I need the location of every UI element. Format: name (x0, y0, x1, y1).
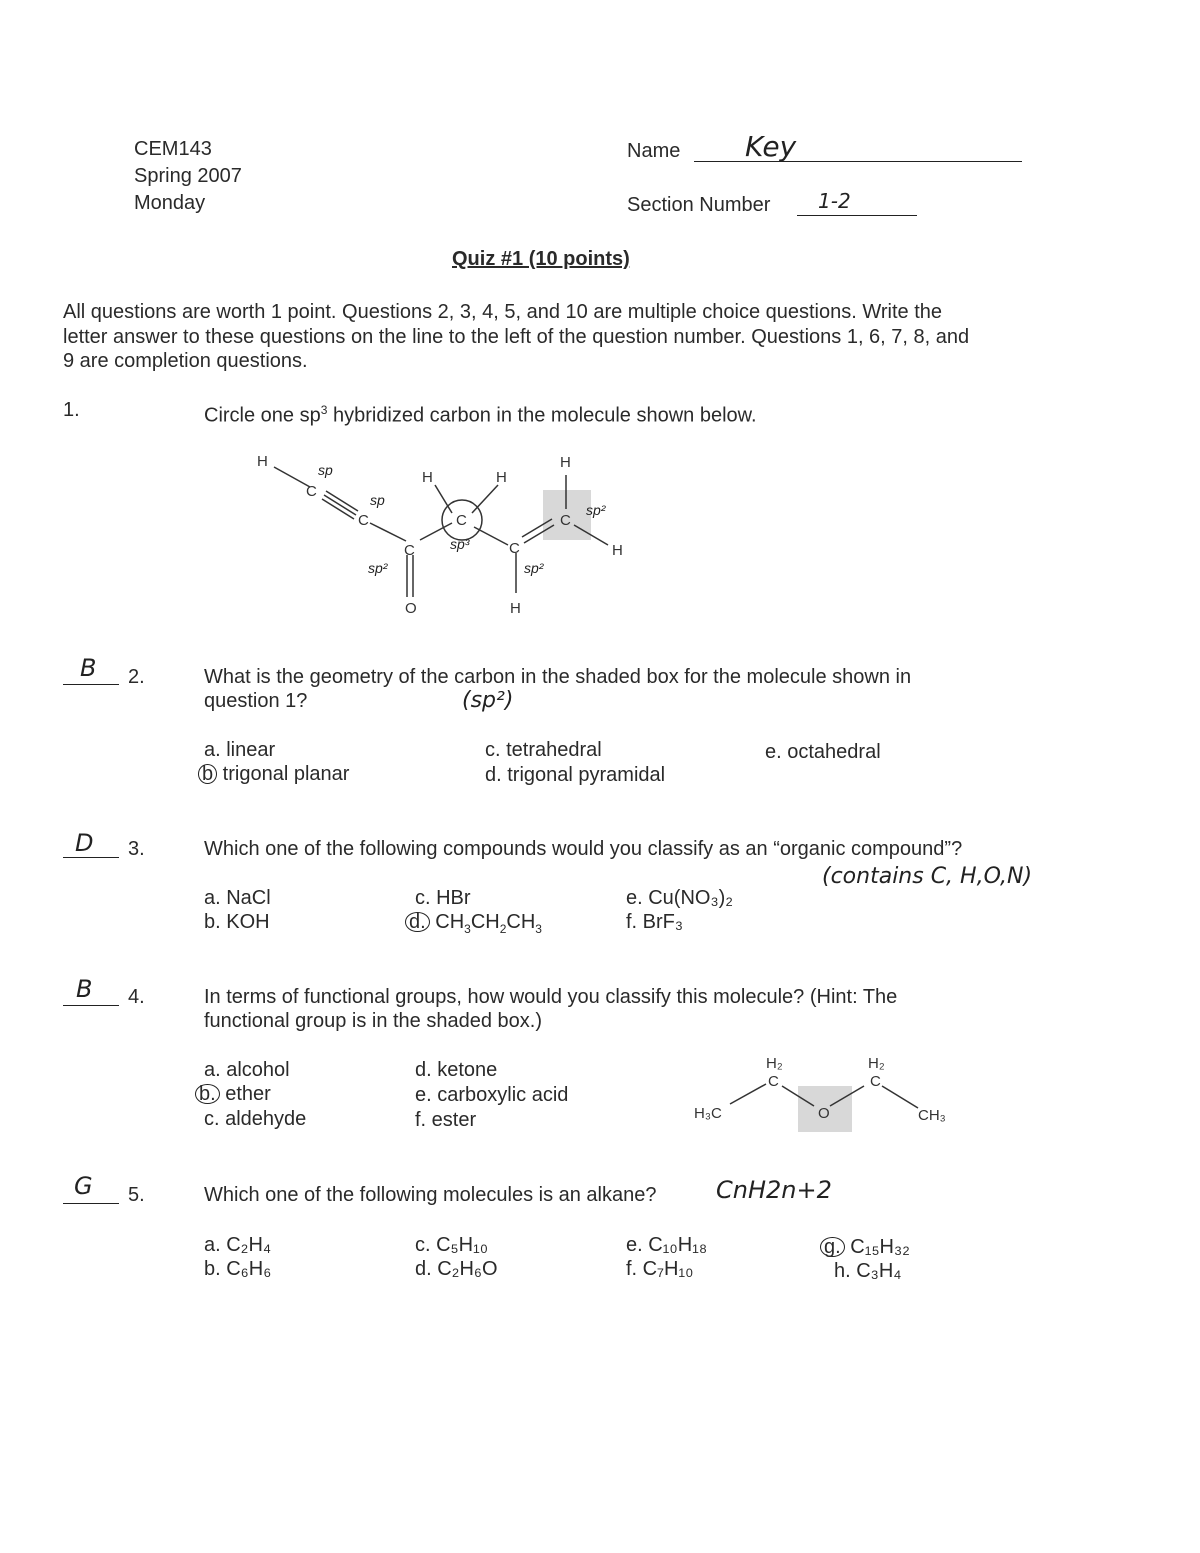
q4-text-line-1: In terms of functional groups, how would you classify this molecule? (Hint: The (204, 986, 898, 1008)
q5-option-c: c. C₅H₁₀ (415, 1234, 489, 1256)
ether-right-group: CH₃ (918, 1107, 946, 1124)
section-value: 1-2 (818, 189, 851, 213)
ether-c-right: C (870, 1073, 881, 1090)
q5-option-f: f. C₇H₁₀ (626, 1258, 694, 1280)
q3-option-f: f. BrF₃ (626, 911, 684, 933)
q4-option-d: d. ketone (415, 1059, 498, 1081)
q4-option-b: b. ether (195, 1082, 271, 1106)
q4-option-c: c. aldehyde (204, 1108, 307, 1130)
section-line (797, 215, 917, 216)
q4-option-f: f. ester (415, 1109, 477, 1131)
q4-answer-line (63, 1005, 119, 1006)
instructions-line-2: letter answer to these questions on the line to the left of the question number. Questions 1, 6, 7, 8, and (63, 326, 970, 348)
q4-text-line-2: functional group is in the shaded box.) (204, 1010, 542, 1032)
q5-text: Which one of the following molecules is an alkane? (204, 1184, 657, 1206)
name-line (694, 161, 1022, 162)
q2-text-line-2: question 1? (204, 690, 308, 712)
q3-option-c: c. HBr (415, 887, 471, 909)
atom-c: C (358, 512, 369, 529)
hybrid-note: sp² (586, 502, 606, 518)
ether-ch2-left: H₂ (766, 1055, 783, 1072)
instructions-line-1: All questions are worth 1 point. Questions 2, 3, 4, 5, and 10 are multiple choice questions. Write the (63, 301, 943, 323)
q2-note: (sp²) (462, 688, 514, 713)
atom-c: C (560, 512, 571, 529)
atom-h: H (612, 542, 623, 559)
q5-option-h: h. C₃H₄ (834, 1260, 902, 1282)
atom-h: H (257, 453, 268, 470)
atom-c: C (404, 542, 415, 559)
q3-text: Which one of the following compounds would you classify as an “organic compound”? (204, 838, 963, 860)
q5-number: 5. (128, 1184, 145, 1206)
atom-c: C (509, 540, 520, 557)
q2-option-e: e. octahedral (765, 741, 881, 763)
hybrid-note: sp² (368, 560, 388, 576)
q5-option-d: d. C₂H₆O (415, 1258, 498, 1280)
atom-o: O (405, 600, 417, 617)
q5-option-b: b. C₆H₆ (204, 1258, 272, 1280)
instructions-line-3: 9 are completion questions. (63, 350, 308, 372)
q3-option-a: a. NaCl (204, 887, 271, 909)
course-code: CEM143 (134, 138, 212, 160)
q3-option-e: e. Cu(NO₃)₂ (626, 887, 734, 909)
q3-note: (contains C, H,O,N) (822, 864, 1033, 889)
q1-number: 1. (63, 399, 80, 421)
atom-h: H (510, 600, 521, 617)
q3-number: 3. (128, 838, 145, 860)
q2-option-d: d. trigonal pyramidal (485, 764, 666, 786)
atom-h: H (496, 469, 507, 486)
ether-molecule-diagram (690, 1048, 970, 1138)
hybrid-note: sp³ (450, 536, 470, 552)
q5-option-e: e. C₁₀H₁₈ (626, 1234, 708, 1256)
ether-left-group: H₃C (694, 1105, 722, 1122)
atom-h: H (422, 469, 433, 486)
atom-c: C (306, 483, 317, 500)
day: Monday (134, 192, 206, 214)
q1-text: Circle one $sp^3$ hybridized carbon in the molecule shown below. (204, 403, 757, 427)
q5-answer-line (63, 1203, 119, 1204)
hybrid-note: sp (370, 492, 385, 508)
ether-oxygen: O (818, 1105, 830, 1122)
q4-option-e: e. carboxylic acid (415, 1084, 569, 1106)
q4-answer: B (76, 975, 93, 1003)
atom-h: H (560, 454, 571, 471)
q2-answer-line (63, 684, 119, 685)
ether-ch2-right: H₂ (868, 1055, 885, 1072)
molecule-diagram-1 (240, 445, 660, 625)
q5-option-a: a. C₂H₄ (204, 1234, 272, 1256)
q2-option-c: c. tetrahedral (485, 739, 602, 761)
q5-option-g: g. C₁₅H₃₂ (820, 1235, 910, 1259)
hybrid-note: sp² (524, 560, 544, 576)
q2-option-a: a. linear (204, 739, 276, 761)
hybrid-note: sp (318, 462, 333, 478)
q3-answer: D (75, 829, 94, 857)
q4-number: 4. (128, 986, 145, 1008)
q3-answer-line (63, 857, 119, 858)
q3-option-b: b. KOH (204, 911, 270, 933)
q5-note: CnH2n+2 (716, 1176, 832, 1204)
q3-option-d: d. $CH_3CH_2CH_3$ (405, 910, 542, 941)
section-label: Section Number (627, 194, 771, 216)
q5-answer: G (74, 1172, 93, 1200)
atom-c: C (456, 512, 467, 529)
term: Spring 2007 (134, 165, 242, 187)
q2-number: 2. (128, 666, 145, 688)
quiz-title: Quiz #1 (10 points) (452, 248, 630, 270)
q2-text-line-1: What is the geometry of the carbon in the shaded box for the molecule shown in (204, 666, 912, 688)
q2-option-b: b trigonal planar (198, 762, 349, 786)
q4-option-a: a. alcohol (204, 1059, 290, 1081)
q2-answer: B (80, 654, 97, 682)
name-value: Key (745, 130, 797, 163)
name-label: Name (627, 140, 681, 162)
ether-c-left: C (768, 1073, 779, 1090)
